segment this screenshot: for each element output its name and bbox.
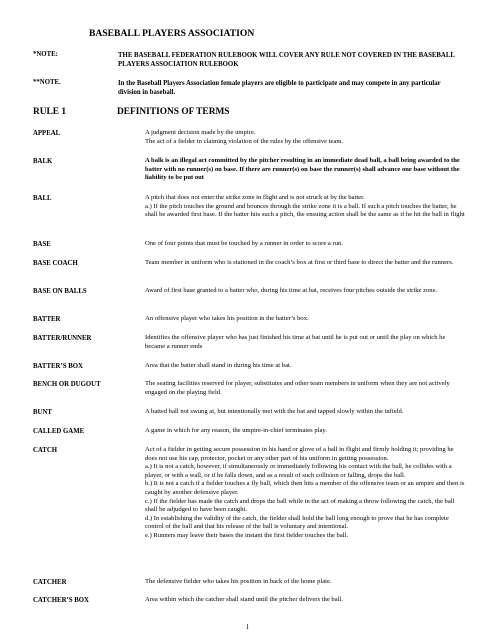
definition-line: The act of a fielder in claiming violation of the rules by the offensive team.: [145, 137, 344, 145]
definition-line: a.) If the pitch touches the ground and bounces through the strike zone it is a ball. If such a pitch touches the batter, he shall be awarded first base. If the batter hits such a pitch, the ensuing action shall be the same as if he hit the ball in flight: [145, 202, 465, 219]
definition-base-on-balls: [145, 287, 467, 296]
definition-line: Award of first base granted to a batter who, during his time at bat, receives four pitches outside the strike zone.: [145, 287, 438, 294]
term-batter-runner: BATTER/RUNNER: [33, 335, 92, 342]
definition-line: Area within which the catcher shall stand until the pitcher delivers the ball.: [145, 596, 343, 603]
definition-line: Area that the batter shall stand in during his time at bat.: [145, 362, 292, 369]
term-bunt: BUNT: [33, 409, 52, 416]
definition-line: A pitch that does not enter the strike zone in flight and is not struck at by the batter.: [145, 194, 365, 201]
definition-line: d.) In establishing the validity of the catch, the fielder shall hold the ball long enough to prove that he has complete control of the ball and that his release of the ball is voluntary and intentional.: [145, 514, 449, 531]
term-catcher: CATCHER: [33, 579, 67, 586]
term-bench-or-dugout: BENCH OR DUGOUT: [33, 381, 101, 388]
page-number: 1: [245, 624, 250, 631]
note-label: *NOTE:: [33, 51, 58, 58]
definition-catcher: [145, 578, 467, 587]
definition-line: The seating facilities reserved for player, substitutes and other team members in uniform when they are not actively engaged on the playing field.: [145, 380, 450, 396]
definition-bench-or-dugout: [145, 380, 467, 397]
definition-catch: [145, 446, 467, 541]
definition-line: An offensive player who takes his position in the batter’s box.: [145, 315, 309, 322]
term-batter: BATTER: [33, 316, 61, 323]
definition-line: One of four points that must be touched by a runner in order to score a run.: [145, 240, 343, 247]
definition-appeal: [145, 129, 467, 146]
definition-line: A game in which for any reason, the umpire-in-chief terminates play.: [145, 427, 327, 434]
term-base-on-balls: BASE ON BALLS: [33, 288, 87, 295]
term-catchers-box: CATCHER’S BOX: [33, 597, 89, 604]
definition-balk: [145, 157, 467, 183]
definition-line: Team member in uniform who is stationed in the coach’s box at first or third base to direct the batter and the runners.: [145, 259, 454, 266]
note-text: THE BASEBALL FEDERATION RULEBOOK WILL COVER ANY RULE NOT COVERED IN THE BASEBALL PLAYERS ASSOCIATION RULEBOOK: [118, 52, 455, 69]
term-catch: CATCH: [33, 447, 58, 454]
definition-line: a.) It is not a catch, however, if simultaneously or immediately following his contact with the ball, he collides with a player, or with a wall, or if he falls down, and as a result of such collision or falling, drops the ball.: [145, 463, 452, 479]
definition-base-coach: [145, 259, 467, 268]
term-base: BASE: [33, 241, 51, 248]
definition-line: A batted ball not swung at, but intentionally met with the bat and tapped slowly within the infield.: [145, 408, 404, 415]
term-called-game: CALLED GAME: [33, 428, 85, 435]
definition-line: Identifies the offensive player who has just finished his time at bat until he is put out or until the play on which he became a runner ends: [145, 334, 446, 350]
rule-title: DEFINITIONS OF TERMS: [117, 107, 230, 117]
definition-batter-runner: [145, 334, 467, 351]
definition-line: The defensive fielder who takes his position in back of the home plate.: [145, 578, 332, 585]
definition-line: A balk is an illegal act committed by the pitcher resulting in an immediate dead ball, a ball being awarded to the batter with no runner(s) on base. If there are runner(s) on base the runner(s) shall advance one base without the liability to be put out: [145, 157, 460, 182]
definition-ball: [145, 194, 467, 220]
definition-bunt: [145, 408, 467, 417]
term-batters-box: BATTER’S BOX: [33, 363, 83, 370]
note-text: In the Baseball Players Association female players are eligible to participate and may compete in any particular division in baseball.: [118, 80, 441, 97]
term-balk: BALK: [33, 158, 53, 165]
definition-base: [145, 240, 467, 249]
term-base-coach: BASE COACH: [33, 260, 78, 267]
definition-line: c.) If the fielder has made the catch and drops the ball while in the act of making a throw following the catch, the ball shall be adjudged to have been caught.: [145, 497, 455, 514]
definition-batters-box: [145, 362, 467, 371]
term-appeal: APPEAL: [33, 130, 61, 137]
note-label: **NOTE.: [33, 79, 61, 86]
definition-line: b.) It is not a catch if a fielder touches a fly ball, which then hits a member of the offensive team or an umpire and then is caught by another defensive player.: [145, 480, 465, 496]
term-ball: BALL: [33, 195, 52, 202]
definition-called-game: [145, 427, 467, 436]
definition-line: e.) Runners may leave their bases the instant the first fielder touches the ball.: [145, 531, 349, 539]
definition-line: Act of a fielder in getting secure possession in his hand or glove of a ball in flight and firmly holding it; providing he does not use his cap, protector, pocket or any other part of his uniform in getting possession.: [145, 446, 454, 462]
definition-line: A judgment decision made by the umpire.: [145, 129, 256, 136]
definition-catchers-box: [145, 596, 467, 605]
rule-number: RULE 1: [33, 107, 67, 117]
document-heading: BASEBALL PLAYERS ASSOCIATION: [89, 28, 255, 39]
definition-batter: [145, 315, 467, 324]
